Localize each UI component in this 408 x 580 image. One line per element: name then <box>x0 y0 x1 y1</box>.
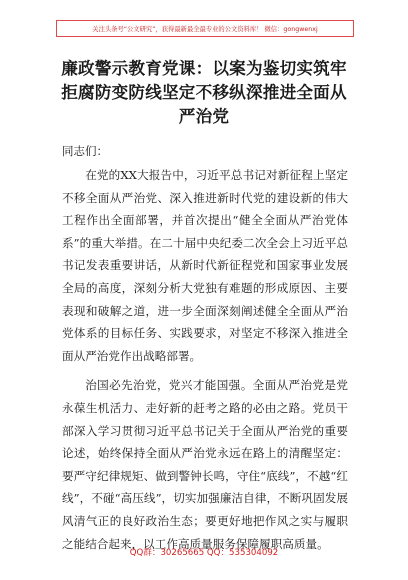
header-banner: 关注头条号“公文研究”，获得最新最全最专业的公文资料库！ 微信：gongwenxj <box>56 20 354 37</box>
body-paragraph: 在党的XX大报告中，习近平总书记对新征程上坚定不移全面从严治党、深入推进新时代党的建设新的伟大工程作出全面部署，并首次提出“健全全面从严治党体系”的重大举措。在二十届中央纪委二次全会上习近平总书记发表重要讲话，从新时代新征程党和国家事业发展全局的高度，深刻分析大党独有难题的形成原因、主要表现和破解之道，进一步全面深刻阐述健全全面从严治党体系的目标任务、实践要求，对坚定不移深入推进全面从严治党作出战略部署。 <box>62 168 348 363</box>
document-title: 廉政警示教育党课：以案为鉴切实筑牢拒腐防变防线坚定不移纵深推进全面从严治党 <box>61 58 347 126</box>
document-body <box>62 164 348 555</box>
footer-contact: QQ群：30265665 QQ：535304092 <box>129 548 279 558</box>
body-paragraph: 治国必先治党，党兴才能国强。全面从严治党是党永葆生机活力、走好新的赶考之路的必由之路。党员干部深入学习贯彻习近平总书记关于全面从严治党的重要论述，始终保持全面从严治党永远在路上的清醒坚定：要严守纪律规矩、做到警钟长鸣，守住“底线”，不越“红线”，不碰“高压线”，切实加强廉洁自律，不断巩固发展风清气正的良好政治生态；要更好地把作风之实与履职之能结合起来，以工作高质量服务保障履职高质量。 <box>62 378 348 551</box>
salutation: 同志们： <box>62 144 108 158</box>
